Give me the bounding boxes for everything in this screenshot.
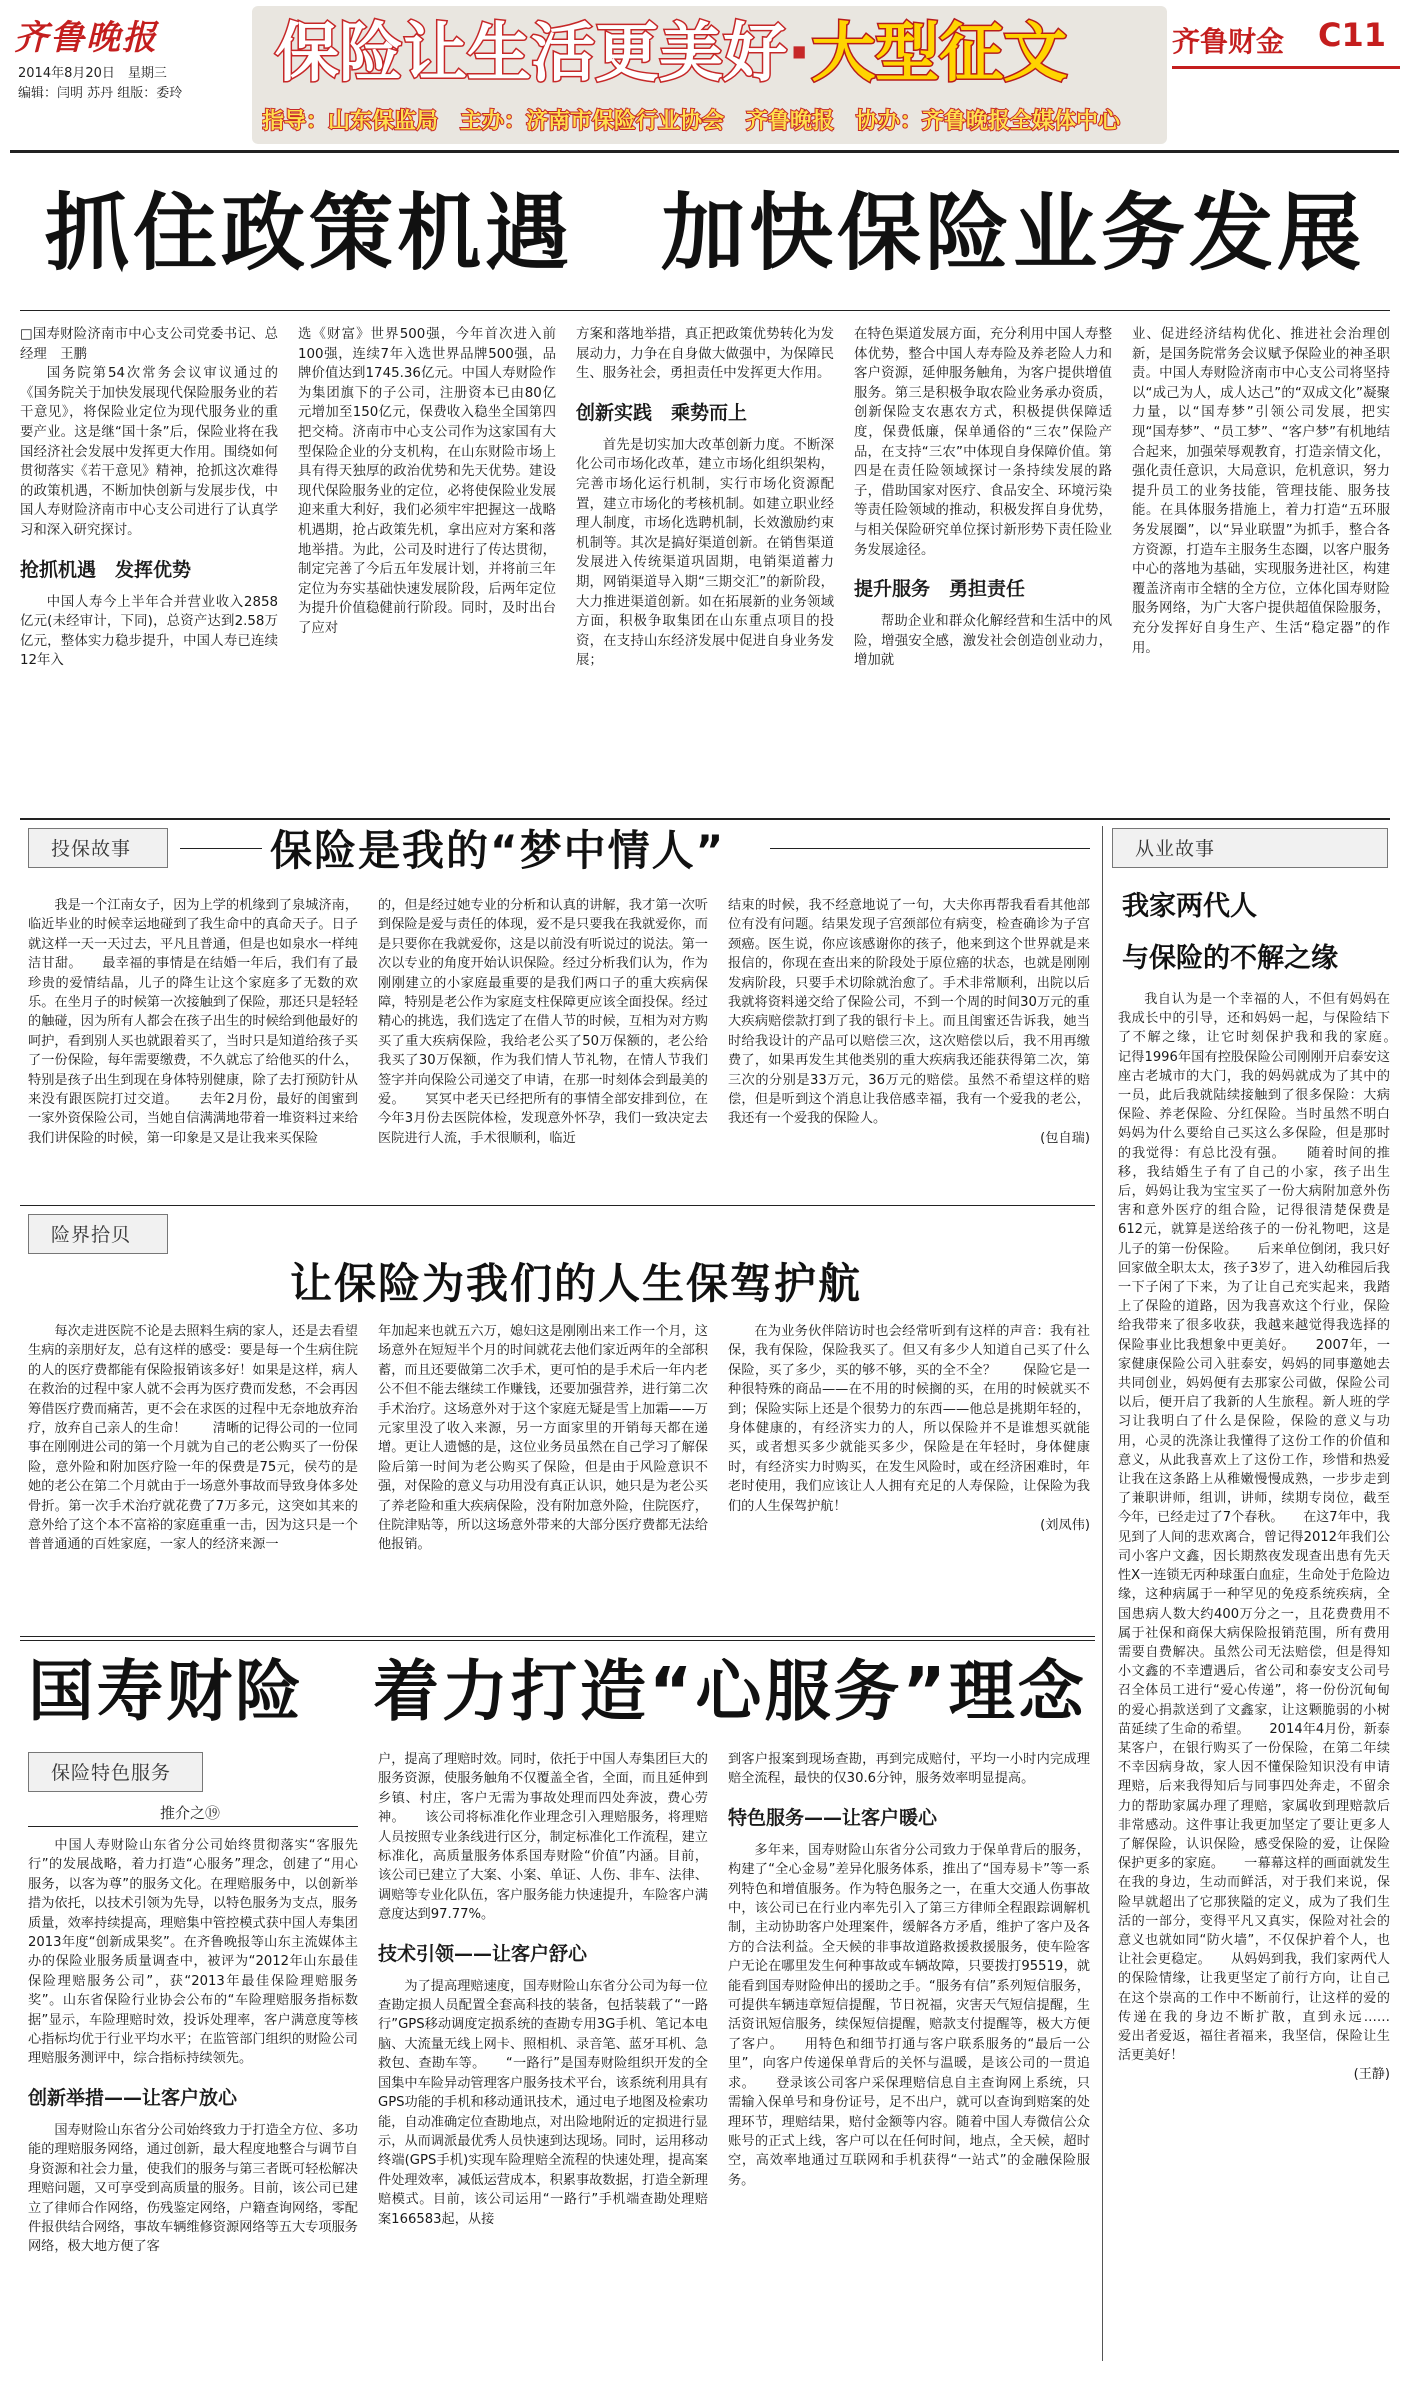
- article1-headline: 抓住政策机遇 加快保险业务发展: [44, 184, 1365, 282]
- article3-bottom-rule: [20, 1636, 1095, 1641]
- article4-paragraph: 多年来，国寿财险山东省分公司致力于保单背后的服务，构建了“全心金易”差异化服务体系，推出了“国寿易卡”等一系列特色和增值服务。作为特色服务之一，在重大交通人伤事故中，该公司已在行业内率先引入了第三方律师全程跟踪调解机制，主动协助客户处理案件，缓解各方矛盾，维护了客户及各方的合法利益。全天候的非事故道路救援救援服务，使车险客户无论在哪里发生何种事故或车辆故障，只要拨打95519，就能看到国寿财险伸出的援助之手。“服务有信”系列短信服务，可提供车辆违章短信提醒，节日祝福，灾害天气短信提醒，生活资讯短信服务，续保短信提醒，赔款支付提醒等，极大方便了客户。 用特色和细节打通与客户联系服务的“最后一公里”，向客户传递保单背后的关怀与温暖，是该公司的一贯追求。 登录该公司客户采保理赔信息自主查询网上系统，只需输入保单号和身份证号，足不出户，就可以查询到赔案的处理环节，理赔结果，赔付金额等内容。随着中国人寿微信公众账号的正式上线，客户可以在任何时间，地点，全天候，超时空，高效率地通过互联网和手机获得“一站式”的金融保险服务。: [728, 1842, 1090, 2188]
- article3-paragraph: 每次走进医院不论是去照料生病的家人，还是去看望生病的亲朋好友，总有这样的感受：要是每一个生病住院的人的医疗费都能有保险报销该多好！如果是这样，病人在救治的过程中家人就不会再为医疗费而发愁，不会再因筹借医疗费而痛苦，更不会在求医的过程中无奈地放弃治疗，放弃自己亲人的生命！ 清晰的记得公司的一位同事在刚刚进公司的第一个月就为自己的老公购买了一份保险，意外险和附加医疗险一年的保费是75元，侯芍的是她的老公在第二个月就由于一场意外事故而导致身体多处骨折。第一次手术治疗就花费了7万多元，这突如其来的意外给了这个本不富裕的家庭重重一击，因为这只是一个普普通通的百姓家庭，一家人的经济来源一: [28, 1324, 358, 1553]
- article4-col1: [28, 1836, 358, 2361]
- article4-subhead: 创新举措——让客户放心: [28, 2086, 238, 2109]
- article2-col1: [28, 896, 358, 1196]
- article3-headline: 让保险为我们的人生保驾护航: [290, 1259, 863, 1308]
- article2-col3: [728, 896, 1090, 1196]
- article1-subhead: 提升服务 勇担责任: [854, 578, 1026, 601]
- sidebar-body: [1118, 990, 1390, 2355]
- article4-series: 推介之⑲: [160, 1804, 221, 1822]
- article1-col1: [20, 325, 278, 810]
- newspaper-logo: 齐鲁晚报: [14, 18, 158, 58]
- article4-headline: 国寿财险 着力打造“心服务”理念: [28, 1653, 1087, 1730]
- article1-paragraph: 国务院第54次常务会议审议通过的《国务院关于加快发展现代保险服务业的若干意见》，将保险业定位为现代服务业的重要产业。这是继“国十条”后，保险业将在我国经济社会发展中发挥更大作用。围绕如何贯彻落实《若干意见》精神，抢抓这次难得的政策机遇，不断加快创新与发展步伐，中国人寿财险济南市中心支公司进行了认真学习和深入研究探讨。: [20, 366, 278, 538]
- article1-paragraph: 选《财富》世界500强，今年首次进入前100强，连续7年入选世界品牌500强，品牌价值达到1745.36亿元。中国人寿财险作为集团旗下的子公司，注册资本已由80亿元增加至150亿元，保费收入稳坐全国第四把交椅。济南市中心支公司作为这家国有大型保险企业的分支机构，在山东财险市场上具有得天独厚的政治优势和先天优势。建设现代保险服务业的定位，必将使保险业发展迎来重大利好，我们必须牢牢把握这一战略机遇期，抢占政策先机，拿出应对方案和落地举措。为此，公司及时进行了传达贯彻，制定完善了今后五年发展计划，并将前三年定位为夯实基础快速发展阶段，后两年定位为提升价值稳健前行阶段。同时，及时出台了应对: [298, 327, 556, 636]
- article2-tag: 投保故事: [28, 828, 168, 868]
- masthead: [0, 0, 1409, 150]
- article4-tag: 保险特色服务: [28, 1752, 203, 1792]
- article2-paragraph: 我是一个江南女子，因为上学的机缘到了泉城济南，临近毕业的时候幸运地碰到了我生命中的真命天子。日子就这样一天一天过去，平凡且普通，但是也如泉水一样纯洁甘甜。 最幸福的事情是在结婚一年后，我们有了最珍贵的爱情结晶，儿子的降生让这个家庭多了无数的欢乐。在坐月子的时候第一次接触到了保险，那还只是轻轻的触碰，因为所有人都会在孩子出生的时候给到他最好的呵护，看到别人买也就跟着买了，当时只是知道给孩子买了一份保险，每年需要缴费，不久就忘了给他买的什么，特别是孩子出生到现在身体特别健康，除了去打预防针从来没有跟医院打过交道。 去年2月份，最好的闺蜜到一家外资保险公司，当她自信满满地带着一堆资料过来给我们讲保险的时候，第一印象是又是让我来买保险: [28, 898, 358, 1146]
- sidebar-title-line1: 我家两代人: [1122, 891, 1257, 922]
- article1-subhead: 抢抓机遇 发挥优势: [20, 558, 192, 581]
- banner-dot: ·: [787, 17, 812, 91]
- masthead-rule: [10, 150, 1399, 153]
- article2-bottom-rule: [20, 1205, 1095, 1206]
- article1-paragraph: 帮助企业和群众化解经营和生活中的风险，增强安全感，激发社会创造创业动力，增加就: [854, 614, 1112, 669]
- sidebar-title-line2: 与保险的不解之缘: [1122, 943, 1338, 974]
- article3-col1: [28, 1322, 358, 1627]
- sidebar-signature: (王静): [1353, 2067, 1390, 2083]
- article1-col5: [1132, 325, 1390, 810]
- banner-title: [275, 14, 1067, 94]
- date-line: 2014年8月20日 星期三: [18, 66, 167, 81]
- sidebar-tag: 从业故事: [1112, 828, 1388, 868]
- article4-paragraph: 中国人寿财险山东省分公司始终贯彻落实“客服先行”的发展战略，着力打造“心服务”理念，创建了“用心服务，以客为尊”的服务文化。在理赔服务中，以创新举措为依托，以技术引领为先导，以特色服务为支点，服务质量，效率持续提高，理赔集中管控模式获中国人寿集团2013年度“创新成果奖”。在齐鲁晚报等山东主流媒体主办的保险业服务质量调查中，被评为“2012年山东最佳保险理赔服务公司”，获“2013年最佳保险理赔服务奖”。山东省保险行业协会公布的“车险理赔服务指标数据”显示，车险理赔时效，投诉处理率，客户满意度等核心指标均优于行业平均水平；在监管部门组织的财险公司理赔服务测评中，综合指标持续领先。: [28, 1838, 358, 2067]
- article3-paragraph: 年加起来也就五六万，媳妇这是刚刚出来工作一个月，这场意外在短短半个月的时间就花去他们家近两年的全部积蓄，而且还要做第二次手术，更可怕的是手术后一年内老公不但不能去继续工作赚钱，还要加强营养，进行第二次手术治疗。这场意外对于这个家庭无疑是雪上加霜——万元家里没了收入来源，另一方面家里的开销每天都在递增。更让人遗憾的是，这位业务员虽然在自己学习了解保险后第一时间为老公购买了保险，但是由于风险意识不强，对保险的意义与功用没有真正认识，她只是为老公买了养老险和重大疾病保险，没有附加意外险，住院医疗，住院津贴等，所以这场意外带来的大部分医疗费都无法给他报销。: [378, 1324, 708, 1553]
- article4-col2: [378, 1750, 708, 2361]
- page-number: C11: [1318, 16, 1387, 54]
- article1-top-rule: [20, 310, 1390, 311]
- article3-col2: [378, 1322, 708, 1627]
- article1-col4: [854, 325, 1112, 810]
- article3-paragraph: 在为业务伙伴陪访时也会经常听到有这样的声音：我有社保，我有保险，保险我买了。但又有多少人知道自己买了什么保险，买了多少，买的够不够，买的全不全？ 保险它是一种很特殊的商品——在不用的时候搁的买，在用的时候就买不到；保险实际上还是个很势力的东西——他总是挑期年轻的，身体健康的，有经济实力的人，所以保险并不是谁想买就能买，或者想买多少就能买多少，保险是在年轻时，身体健康时，有经济实力时购买，在发生风险时，或在经济困难时，年老时使用，我们应该让人人拥有充足的人寿保险，让保险为我们的人生保驾护航！: [728, 1324, 1090, 1514]
- article4-paragraph: 为了提高理赔速度，国寿财险山东省分公司为每一位查勘定损人员配置全套高科技的装备，包括装载了“一路行”GPS移动调度定损系统的查勘专用3G手机、笔记本电脑、大流量无线上网卡、照相机、录音笔、蓝牙耳机、急救包、查勘车等。 “一路行”是国寿财险组织开发的全国集中车险异动管理客户服务技术平台，该系统利用具有GPS功能的手机和移动通讯技术，通过电子地图及检索功能，自动准确定位查勘地点，对出险地附近的定损进行显示，从而调派最优秀人员快速到达现场。同时，运用移动终端(GPS手机)实现车险理赔全流程的快速处理，提高案件处理效率，减低运营成本，积累事故数据，打造全新理赔模式。目前，该公司运用“一路行”手机端查勘处理赔案166583起，从接: [378, 1978, 708, 2227]
- banner-title-part-b: 大型征文: [811, 17, 1068, 91]
- article1-paragraph: 方案和落地举措，真正把政策优势转化为发展动力，力争在自身做大做强中，为保障民生、服务社会，勇担责任中发挥更大作用。: [576, 327, 834, 382]
- banner-title-part-a: 保险让生活更美好: [275, 17, 787, 91]
- sponsor-line: 指导：山东保监局 主办：济南市保险行业协会 齐鲁晚报 协办：齐鲁晚报全媒体中心: [262, 109, 1121, 134]
- article4-subhead: 特色服务——让客户暖心: [728, 1806, 938, 1829]
- article2-headline: 保险是我的“梦中情人”: [270, 826, 726, 875]
- article1-subhead: 创新实践 乘势而上: [576, 401, 748, 424]
- article1-paragraph: 中国人寿今上半年合并营业收入2858亿元(未经审计，下同)，总资产达到2.58万亿元，整体实力稳步提升，中国人寿已连续12年入: [20, 594, 278, 669]
- editors-line: 编辑：闫明 苏丹 组版：委玲: [18, 86, 183, 101]
- article2-title-rule: [180, 848, 262, 849]
- article1-paragraph: 在特色渠道发展方面，充分利用中国人寿整体优势，整合中国人寿寿险及养老险人力和客户资源，延伸服务触角，为客户提供增值服务。第三是积极争取农险业务承办资质，创新保险支农惠农方式，积极提供保障适度，保费低廉，保单通俗的“三农”保险产品，在支持“三农”中体现自身保障价值。第四是在责任险领域探讨一条持续发展的路子，借助国家对医疗、食品安全、环境污染等责任险领域的推动，积极发挥自身优势，与相关保险研究单位探讨新形势下责任险业务发展途径。: [854, 327, 1112, 558]
- article1-col2: [298, 325, 556, 810]
- sidebar-paragraph: 我自认为是一个幸福的人，不但有妈妈在我成长中的引导，还和妈妈一起，与保险结下了不解之缘，让它时刻保护我和我的家庭。 记得1996年国有控股保险公司刚刚开启泰安这座古老城市的大门，我的妈妈就成为了其中的一员，此后我就陆续接触到了很多保险：大病保险、养老保险、分红保险。当时虽然不明白妈妈为什么要给自己买这么多保险，但是那时的我觉得：有总比没有强。 随着时间的推移，我结婚生子有了自己的小家，孩子出生后，妈妈让我为宝宝买了一份大病附加意外伤害和意外医疗的组合险，记得很清楚保费是612元，就算是送给孩子的一份礼物吧，这是儿子的第一份保险。 后来单位倒闭，我只好回家做全职太太，孩子3岁了，进入幼稚园后我一下子闲了下来，为了让自己充实起来，我踏上了保险的道路，因为我喜欢这个行业，保险给我带来了很多收获，我越来越觉得我选择的保险事业比我想象中更美好。 2007年，一家健康保险公司入驻泰安，妈妈的同事邀她去共同创业，妈妈便有去那家公司做，保险公司以后，便开启了我新的人生旅程。新人班的学习让我明白了什么是保险，保险的意义与功用，心灵的洗涤让我懂得了这份工作的价值和意义，从此我喜欢上了这份工作，珍惜和热爱让我在这条路上从稚嫩慢慢成熟，一步步走到了兼职讲师，组训，讲师，续期专岗位，截至今年，已经走过了7个春秋。 在这7年中，我见到了人间的悲欢离合，曾记得2012年我们公司小客户文鑫，因长期熬夜发现查出患有先天性X一连锁无丙种球蛋白血症，生命处于危险边缘，这种病属于一种罕见的免疫系统疾病，全国患病人数大约400万分之一，且花费费用不属于社保和商保大病保险报销范围，所有费用需要自费解决。虽然公司无法赔偿，但是得知小文鑫的不幸遭遇后，省公司和泰安支公司号召全体员工进行“爱心传递”，将一份份沉甸甸的爱心捐款送到了文鑫家，让这颗脆弱的小树苗延续了生命的希望。 2014年4月份，新泰某客户，在银行购买了一份保险，在第二年续不幸因病身故，家人因不懂保险知识没有申请理赔，后来我得知后与同事四处奔走，不留余力的帮助家属办理了理赔，家属收到理赔款后非常感动。这件事让我更加坚定了要让更多人了解保险，认识保险，感受保险的爱，让保险保护更多的家庭。 一幕幕这样的画面就发生在我的身边，生动而鲜活，对于我们来说，保险早就超出了它那狭隘的定义，成为了我们生活的一部分，变得平凡又真实，保险对社会的意义也就如同“防火墙”，不仅保护着个人，也让社会更稳定。 从妈妈到我，我们家两代人的保险情缘，让我更坚定了前行方向，让自己在这个崇高的工作中不断前行，让这样的爱的传递在我的身边不断扩散，直到永远…… 爱出者爱返，福往者福来，我坚信，保险让生活更美好！: [1118, 992, 1390, 2064]
- header-accent: [1172, 66, 1400, 69]
- article2-title-rule-right: [770, 848, 1090, 849]
- article3-signature: (刘凤伟): [1040, 1518, 1090, 1534]
- article1-col3: [576, 325, 834, 810]
- article2-signature: (包自瑞): [1040, 1130, 1090, 1146]
- article2-paragraph: 结束的时候，我不经意地说了一句，大夫你再帮我看看其他部位有没有问题。结果发现子宫颈部位有病变，检查确诊为子宫颈癌。医生说，你应该感谢你的孩子，他来到这个世界就是来报信的，你现在查出来的阶段处于原位癌的状态，也就是刚刚发病阶段，只要手术切除就治愈了。手术非常顺利，出院以后我就将资料递交给了保险公司，不到一个周的时间30万元的重大疾病赔偿款打到了我的银行卡上。而且闺蜜还告诉我，她当时给我设计的产品可以赔偿三次，这次赔偿以后，我不用再缴费了，如果再发生其他类别的重大疾病我还能获得第二次，第三次的分别是33万元，36万元的赔偿。虽然不希望这样的赔偿，但是听到这个消息让我倍感幸福，我有一个爱我的老公，我还有一个爱我的保险人。: [728, 898, 1090, 1127]
- article3-col3: [728, 1322, 1090, 1627]
- sidebar-divider: [1102, 826, 1103, 2361]
- article4-paragraph: 户，提高了理赔时效。同时，依托于中国人寿集团巨大的服务资源，使服务触角不仅覆盖全省，全面，而且延伸到乡镇、村庄，客户无需为事故处理而四处奔波，费心劳神。 该公司将标准化作业理念引入理赔服务，将理赔人员按照专业条线进行区分，制定标准化工作流程，建立标准化，高质量服务体系国寿财险“价值”内涵。目前，该公司已建立了大案、小案、单证、人伤、非车、法律、调赔等专业化队伍，客户服务能力快速提升，车险客户满意度达到97.77%。: [378, 1752, 708, 1923]
- article2-col2: [378, 896, 708, 1196]
- article1-paragraph: 首先是切实加大改革创新力度。不断深化公司市场化改革，建立市场化组织架构，完善市场化运行机制，实行市场化资源配置，建立市场化的考核机制。如建立职业经理人制度，市场化选聘机制，长效激励约束机制等。其次是搞好渠道创新。在销售渠道发展进入传统渠道巩固期，电销渠道蓄力期，网销渠道导入期“三期交汇”的新阶段，大力推进渠道创新。如在拓展新的业务领域方面，积极争取集团在山东重点项目的投资，在支持山东经济发展中促进自身业务发展；: [576, 437, 834, 669]
- article4-subhead: 技术引领——让客户舒心: [378, 1942, 588, 1965]
- article1-paragraph: 业、促进经济结构优化、推进社会治理创新，是国务院常务会议赋予保险业的神圣职责。中国人寿财险济南市中心支公司将坚持以“成己为人，成人达己”的“双成文化”凝聚力量，以“国寿梦”引领公司发展，把实现“国寿梦”、“员工梦”、“客户梦”有机地结合起来，加强荣辱观教育，打造亲情文化，强化责任意识，大局意识，危机意识，努力提升员工的业务技能，管理技能、服务技能。在具体服务措施上，着力打造“五环服务发展圈”，以“异业联盟”为抓手，整合各方资源，打造车主服务生态圈，以客户服务中心的落地为基础，实现服务进社区，构建覆盖济南市全辖的全方位，立体化国寿财险服务网络，为广大客户提供超值保险服务，充分发挥好自身生产、生活“稳定器”的作用。: [1132, 327, 1390, 656]
- article4-series-rule: [28, 1826, 358, 1827]
- article4-paragraph: 到客户报案到现场查勘，再到完成赔付，平均一小时内完成理赔全流程，最快的仅30.6分钟，服务效率明显提高。: [728, 1752, 1090, 1787]
- article1-byline: □国寿财险济南市中心支公司党委书记、总经理 王鹏: [20, 327, 278, 362]
- article2-paragraph: 的，但是经过她专业的分析和认真的讲解，我才第一次听到保险是爱与责任的体现，爱不是只要我在我就爱你，而是只要你在我就爱你，这是以前没有听说过的说法。第一次以专业的角度开始认识保险。经过分析我们认为，作为刚刚建立的小家庭最重要的是我们两口子的重大疾病保障，特别是老公作为家庭支柱保障更应该全面投保。经过精心的挑选，我们选定了在借人节的时候，互相为对方购买了重大疾病保险，我给老公买了50万保额的，老公给我买了30万保额，作为我们情人节礼物，在情人节我们签字并向保险公司递交了申请，在那一时刻体会到最美的爱。 冥冥中老天已经把所有的事情全部安排到位，在今年3月份去医院体检，发现意外怀孕，我们一致决定去医院进行人流，手术很顺利，临近: [378, 898, 708, 1146]
- article3-tag: 险界拾贝: [28, 1214, 168, 1254]
- article4-paragraph: 国寿财险山东省分公司始终致力于打造全方位、多功能的理赔服务网络，通过创新，最大程度地整合与调节自身资源和社会力量，使我们的服务与第三者既可轻松解决理赔问题，又可享受到高质量的服务。目前，该公司已建立了律师合作网络，伤残鉴定网络，户籍查询网络，零配件报供结合网络，事故车辆维修资源网络等五大专项服务网络，极大地方便了客: [28, 2122, 358, 2255]
- article4-col3: [728, 1750, 1090, 2361]
- section-name: 齐鲁财金: [1172, 25, 1285, 58]
